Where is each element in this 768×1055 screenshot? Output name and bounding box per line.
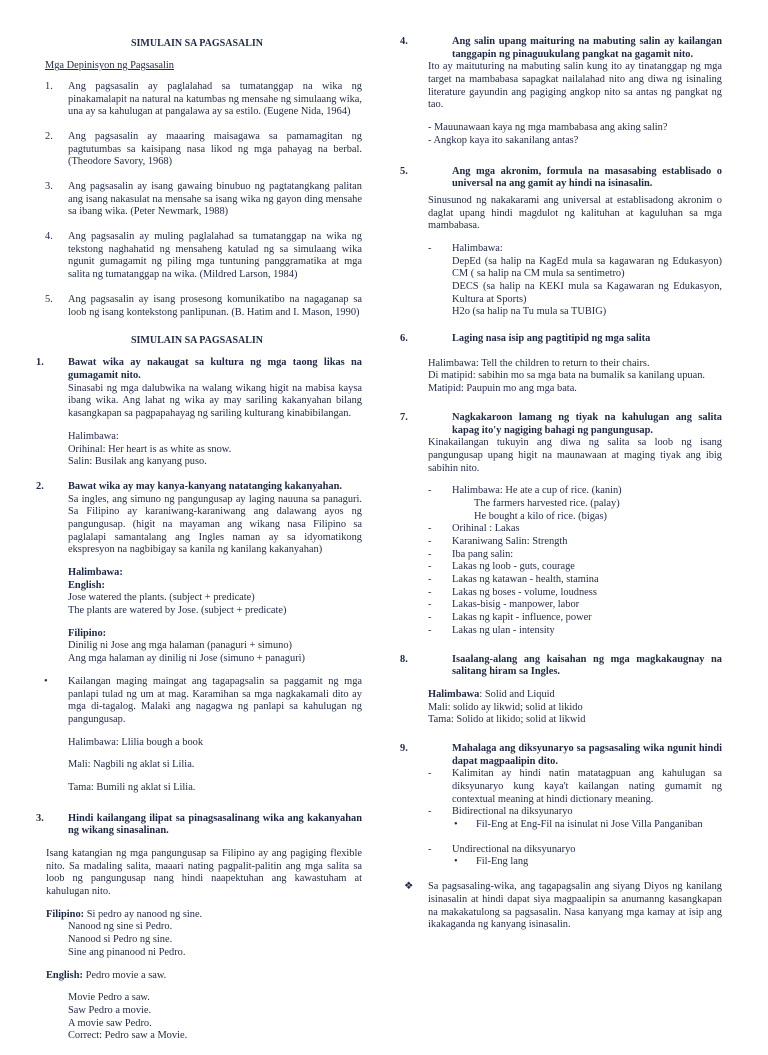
principle-5	[398, 166, 722, 320]
definition-item: 1. Ang pagsasalin ay paglalahad sa tumatanggap na wika ng pinakamalapit na natural na katumbas ng mensahe ng simulaang wika, una ay sa kahulugan at pangalawa ay sa estilo. (Eugene Nida, 1964)	[45, 80, 362, 118]
example-line: Matipid: Paupuin mo ang mga bata.	[428, 383, 577, 395]
principle-body: Sa ingles, ang simuno ng pangungusap ay laging nauuna sa panaguri. Sa Filipino ay karaniwang-karaniwang ang dalawang ayos ng pangungusap. (higit na mayaman ang wikang nasa Filipino sa paglalapi samantalang ang Ingles naman ay sa idyomatikong ekspresyon na nagbibigay sa kanila ng kanilang kakanyahan)	[68, 493, 362, 556]
list-item: - Orihinal : Lakas	[428, 523, 520, 535]
left-column	[32, 30, 362, 1055]
example-line: Saw Pedro a movie.	[68, 1004, 152, 1016]
example-line: Sine ang pinanood ni Pedro.	[68, 946, 186, 958]
principle-body: Isang katangian ng mga pangungusap sa Filipino ay ang pagiging flexible nito. Sa madaling salita, maaari nating pagpalit-palitin ang mga salita sa loob ng pangungusap nang hindi naapektuhan ang kawastuham at kahulugan nito.	[46, 848, 362, 898]
example-line: Mali: solido ay likwid; solid at likido	[428, 701, 583, 713]
principle-body: Sinasabi ng mga dalubwika na walang wikang higit na mabisa kaysa ibang wika. Ang lahat ng wika ay may sariling kakanyahan bilang kasangkapan sa pagpapahayag ng sariling kulturang kinabibilangan.	[68, 382, 362, 420]
principle-heading: 7. Nagkakaroon lamang ng tiyak na kahulugan ang salita kapag ito'y nagiging bahagi ng pangungusap.	[400, 411, 722, 436]
sub-bullet: • Fil-Eng lang	[454, 856, 529, 868]
note-bullet: • Kailangan maging maingat ang tagapagsalin sa paggamit ng mga panlapi tulad ng um at mag. Karamihan sa mga nagkakamali dito ay mga di-tagalog. Malaki ang nagagwa ng panlapi sa kahulugan ng pangungusap.	[44, 675, 362, 725]
principle-heading: 8. Isaalang-alang ang kaisahan ng mga magkakaugnay na salitang hiram sa Ingles.	[400, 653, 722, 678]
principle-1	[32, 357, 362, 469]
list-item: - Lakas-bisig - manpower, labor	[428, 599, 580, 611]
section-subtitle: Mga Depinisyon ng Pagsasalin	[45, 60, 175, 72]
list-item: - Lakas ng loob - guts, courage	[428, 561, 575, 573]
principle-heading: 4. Ang salin upang maituring na mabuting salin ay kailangan tanggapin ng pinaguukulang pangkat na gagamit nito.	[400, 36, 722, 60]
example-line: Movie Pedro a saw.	[68, 992, 150, 1004]
section-title: SIMULAIN SA PAGSASALIN	[130, 38, 264, 49]
bullet-icon: •	[44, 675, 48, 687]
principle-6	[398, 333, 722, 396]
definition-item: 5. Ang pagsasalin ay isang prosesong komunikatibo na nagaganap sa loob ng isang kontekstong panlipunan. (B. Hatim and I. Mason, 1990)	[45, 293, 362, 318]
principle-9	[398, 743, 722, 932]
bullet-icon: •	[454, 856, 458, 868]
list-item: - Halimbawa:	[428, 242, 503, 254]
sub-bullet: • Fil-Eng at Eng-Fil na isinulat ni Jose Villa Panganiban	[454, 819, 703, 831]
example-line: A movie saw Pedro.	[68, 1017, 152, 1029]
example-line: Ang mga halaman ay dinilig ni Jose (simuno + panaguri)	[68, 653, 306, 665]
list-item: - Lakas ng ulan - intensity	[428, 624, 555, 636]
example-line: Nanood ng sine si Pedro.	[68, 921, 173, 933]
example-line: Nanood si Pedro ng sine.	[68, 934, 173, 946]
example-line: Halimbawa: Solid and Liquid	[428, 688, 555, 700]
principle-3	[32, 813, 362, 1043]
principle-body: Kinakailangan tukuyin ang diwa ng salita sa loob ng isang pangungusap upang higit na maunawaan at maging tiyak ang ibig sabihin nito.	[428, 437, 722, 474]
list-item: DECS (sa halip na KEKI mula sa Kagawaran ng Edukasyon, Kultura at Sports)	[452, 281, 722, 305]
bullet-icon: •	[454, 819, 458, 831]
principle-heading: 5. Ang mga akronim, formula na masasabing establisado o universal na ang gamit ay hindi na isinasalin.	[400, 165, 722, 190]
principle-4	[398, 36, 722, 148]
list-item: - Iba pang salin:	[428, 548, 514, 560]
list-item: - Undirectional na diksyunaryo	[428, 843, 576, 855]
definition-item: 4. Ang pagsasalin ay muling paglalahad sa tumatanggap na wika ng tekstong naghahatid ng mensaheng katulad ng sa simulaang wika ngunit gumagamit ng piling mga tuntuning panggramatika at mga salita ng tumatanggap na wika. (Mildred Larson, 1984)	[45, 231, 362, 281]
example-label: Halimbawa:	[68, 430, 119, 442]
example-list	[398, 485, 722, 637]
definition-item: 3. Ang pagsasalin ay isang gawaing binubuo ng pagtatangkang palitan ang isang nakasulat na mensahe sa isang wika ng gayon ding mensahe sa ibang wika. (Peter Newmark, 1988)	[45, 181, 362, 218]
diamond-bullet-icon: ❖	[404, 881, 414, 893]
list-item: - Karaniwang Salin: Strength	[428, 536, 568, 547]
example-line: The plants are watered by Jose. (subject + predicate)	[68, 605, 287, 617]
example-line: Salin: Busilak ang kanyang puso.	[68, 456, 207, 468]
example-line: Dinilig ni Jose ang mga halaman (panaguri + simuno)	[68, 640, 293, 652]
example-line: English: Pedro movie a saw.	[46, 969, 167, 981]
example-line: Di matipid: sabihin mo sa mga bata na bumalik sa kanilang upuan.	[428, 370, 706, 382]
list-item: The farmers harvested rice. (palay)	[474, 497, 620, 509]
example-list	[398, 243, 722, 319]
list-item: - Lakas ng kapit - influence, power	[428, 612, 592, 624]
list-item: He bought a kilo of rice. (bigas)	[474, 510, 608, 522]
dictionary-list	[398, 768, 722, 869]
principle-heading: 9. Mahalaga ang diksyunaryo sa pagsasaling wika ngunit hindi dapat magpaalipin dito.	[400, 742, 722, 767]
list-item: - Kalimitan ay hindi natin matatagpuan ang kahulugan sa diksyunaryo kung kaya't kailangan nating gumamit ng contextual meaning at hindi dictionary meaning.	[428, 768, 722, 805]
example-line: Tama: Bumili ng aklat si Lilia.	[68, 781, 196, 793]
example-line: Filipino: Si pedro ay nanood ng sine.	[46, 908, 203, 920]
list-item: H2o (sa halip na Tu mula sa TUBIG)	[452, 306, 607, 318]
example-line: Halimbawa: Llilia bough a book	[68, 736, 204, 748]
list-item: - Halimbawa: He ate a cup of rice. (kanin)	[428, 485, 622, 497]
example-line: Mali: Nagbili ng aklat si Lilia.	[68, 759, 195, 771]
example-label: Halimbawa:	[68, 567, 123, 578]
list-item: - Lakas ng katawan - health, stamina	[428, 574, 599, 586]
example-line: Jose watered the plants. (subject + predicate)	[68, 592, 255, 604]
right-column	[398, 30, 722, 944]
question-line: - Mauunawaan kaya ng mga mambabasa ang aking salin?	[428, 122, 668, 134]
list-item: DepEd (sa halip na KagEd mula sa kagawaran ng Edukasyon) CM ( sa halip na CM mula sa sentimetro)	[452, 255, 722, 280]
definition-item: 2. Ang pagsasalin ay maaaring maisagawa sa pamamagitan ng pagtutumbas sa kaisipang nasa likod ng mga pahayag na berbal.(Theodore Savory, 1968)	[45, 130, 362, 168]
principle-heading: 2. Bawat wika ay may kanya-kanyang natatanging kakanyahan.	[36, 480, 342, 492]
filipino-label: Filipino:	[68, 627, 107, 639]
final-note: ❖ Sa pagsasaling-wika, ang tagapagsalin ang siyang Diyos ng kanilang isinasalin at hindi dapat siya magpaalipin sa anumanng kasangkapan na makakatulong sa pagsasalin. Nasa kanyang mga kamay at isip ang ikakaganda ng kanyang isinasalin.	[404, 881, 722, 931]
list-item: - Bidirectional na diksyunaryo	[428, 806, 573, 818]
example-line: Correct: Pedro saw a Movie.	[68, 1030, 188, 1042]
principle-7	[398, 412, 722, 638]
principle-2	[32, 481, 362, 795]
definitions-list	[32, 81, 362, 319]
principle-heading: 6. Laging nasa isip ang pagtitipid ng mga salita	[400, 333, 651, 345]
principle-body: Sinusunod ng nakakarami ang universal at establisadong akronim o daglat upang hindi magdulot ng kalituhan at kaguluhan sa mga mambabasa.	[428, 194, 722, 232]
example-line: Tama: Solido at likido; solid at likwid	[428, 714, 586, 726]
principle-body: Ito ay maituturing na mabuting salin kung ito ay tinatanggap ng mga target na mambabasa sapagkat nailalahad nito ang diwa ng isinaling literature gayundin ang pagiging angkop nito sa antas ng pangkat ng tao.	[428, 61, 722, 111]
principle-8	[398, 654, 722, 727]
question-line: - Angkop kaya ito sakanilang antas?	[428, 134, 579, 146]
example-line: Orihinal: Her heart is as white as snow.	[68, 443, 232, 455]
principle-heading: 3. Hindi kailangang ilipat sa pinagsasalinang wika ang kakanyahan ng wikang sinasalinan.	[36, 812, 362, 837]
section-title-2: SIMULAIN SA PAGSASALIN	[130, 335, 264, 347]
list-item: - Lakas ng boses - volume, loudness	[428, 586, 597, 598]
example-line: Halimbawa: Tell the children to return to their chairs.	[428, 357, 650, 369]
english-label: English:	[68, 579, 105, 591]
principle-heading: 1. Bawat wika ay nakaugat sa kultura ng mga taong likas na gumagamit nito.	[36, 357, 362, 382]
